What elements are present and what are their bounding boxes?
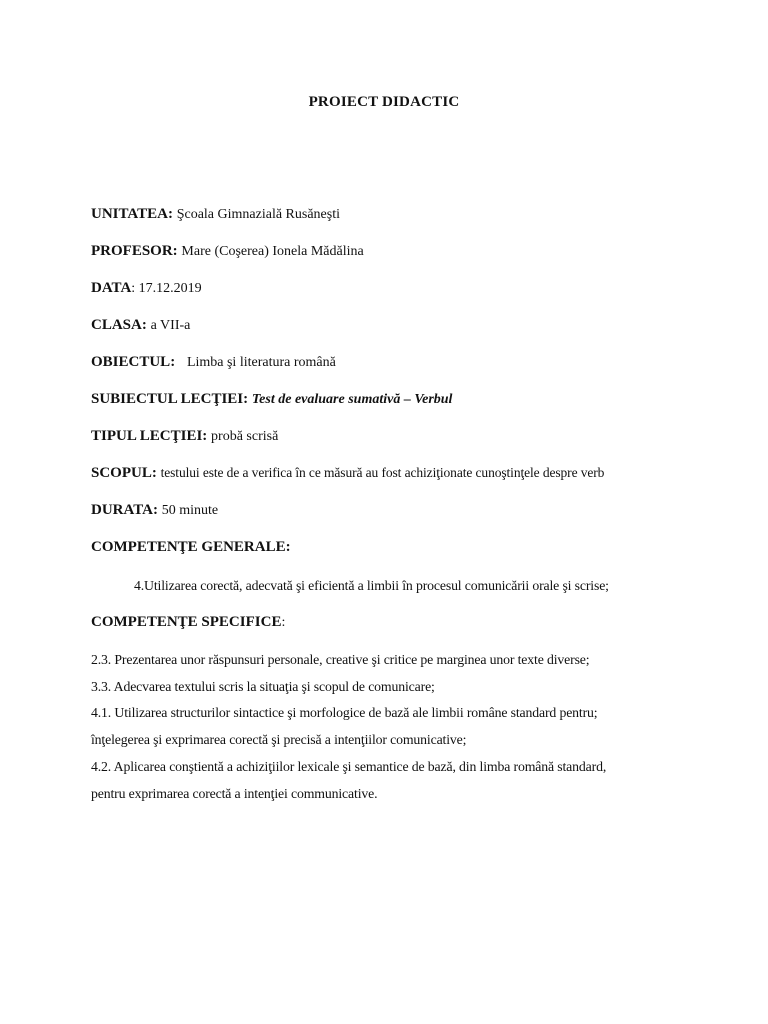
- field-durata: [91, 501, 218, 520]
- competente-generale-heading: [91, 538, 291, 556]
- field-subiectul: [91, 390, 452, 409]
- competenta-generala-item: 4.Utilizarea corectă, adecvată şi eficientă a limbii în procesul comunicării orale şi scrise;: [134, 578, 609, 593]
- field-data: [91, 279, 202, 298]
- field-clasa-label: CLASA:: [91, 317, 147, 333]
- competente-specifice-heading-suffix: :: [281, 615, 286, 630]
- field-obiectul: [91, 353, 336, 372]
- field-data-value: : 17.12.2019: [131, 281, 202, 296]
- competenta-specifica-line: înţelegerea şi exprimarea corectă şi precisă a intenţiilor comunicative;: [91, 732, 467, 747]
- competenta-specifica-line: 3.3. Adecvarea textului scris la situaţia şi scopul de comunicare;: [91, 679, 435, 694]
- field-scopul-value: testului este de a verifica în ce măsură au fost achiziţionate cunoştinţele despre verb: [160, 465, 605, 480]
- field-profesor: [91, 242, 364, 261]
- field-unitatea: [91, 205, 340, 224]
- field-unitatea-value: Şcoala Gimnazială Rusăneşti: [176, 207, 340, 222]
- field-tipul: [91, 427, 278, 446]
- field-tipul-value: probă scrisă: [211, 429, 279, 444]
- document-title: PROIECT DIDACTIC: [308, 94, 460, 110]
- competente-specifice-heading-text: COMPETENŢE SPECIFICE: [91, 614, 282, 630]
- competenta-specifica-line: 2.3. Prezentarea unor răspunsuri personale, creative şi critice pe marginea unor texte diverse;: [91, 652, 590, 667]
- field-durata-label: DURATA:: [91, 502, 158, 518]
- field-obiectul-label: OBIECTUL:: [91, 354, 176, 370]
- competente-generale-heading-text: COMPETENŢE GENERALE:: [91, 539, 291, 555]
- field-subiectul-label: SUBIECTUL LECŢIEI:: [91, 391, 249, 407]
- field-scopul-label: SCOPUL:: [91, 465, 157, 481]
- field-profesor-label: PROFESOR:: [91, 243, 178, 259]
- competenta-specifica-line: pentru exprimarea corectă a intenţiei communicative.: [91, 786, 378, 801]
- competente-specifice-heading: [91, 613, 285, 632]
- field-durata-value: 50 minute: [161, 503, 219, 518]
- competenta-specifica-line: 4.1. Utilizarea structurilor sintactice şi morfologice de bază ale limbii române standard pentru;: [91, 705, 598, 720]
- field-profesor-value: Mare (Coşerea) Ionela Mădălina: [181, 244, 364, 259]
- field-data-label: DATA: [91, 280, 132, 296]
- competenta-specifica-line: 4.2. Aplicarea conştientă a achiziţiilor lexicale şi semantice de bază, din limba română standard,: [91, 759, 607, 774]
- field-clasa-value: a VII-a: [150, 318, 191, 333]
- field-clasa: [91, 316, 190, 335]
- field-subiectul-value: Test de evaluare sumativă – Verbul: [251, 392, 453, 407]
- field-tipul-label: TIPUL LECŢIEI:: [91, 428, 208, 444]
- field-obiectul-value: Limba şi literatura română: [186, 355, 336, 370]
- field-scopul: [91, 464, 604, 482]
- field-unitatea-label: UNITATEA:: [91, 206, 173, 222]
